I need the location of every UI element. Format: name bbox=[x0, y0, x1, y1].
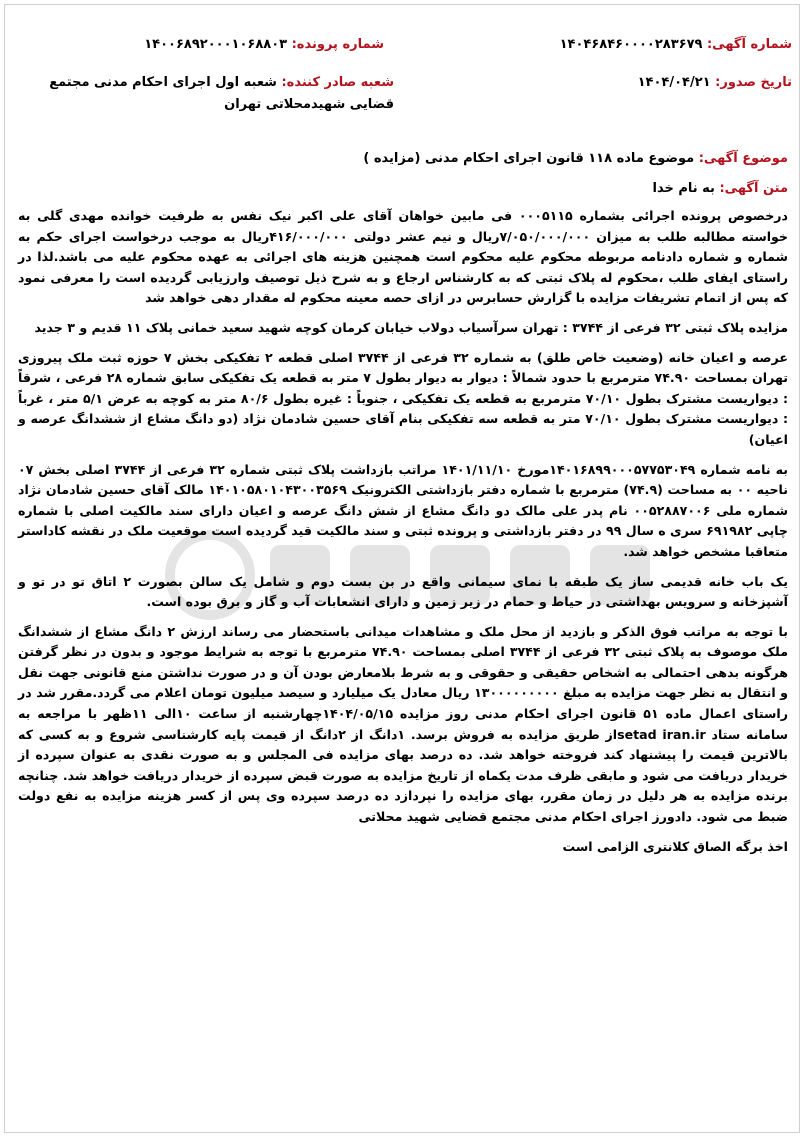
text-invocation: به نام خدا bbox=[652, 181, 715, 196]
file-number-label: شماره پرونده: bbox=[291, 37, 384, 52]
notice-header bbox=[14, 24, 792, 134]
issuer-label: شعبه صادر کننده: bbox=[281, 75, 394, 90]
notice-number-label: شماره آگهی: bbox=[706, 37, 792, 52]
paragraph-case-details: درخصوص پرونده اجرائی بشماره ۰۰۰۵۱۱۵ فی مابین خواهان آقای علی اکبر نیک نفس به طرفیت خوانده مهدی گلی به خواسته مطالبه طلب به میزان ۷/۰۵۰/۰۰۰/۰۰۰ریال و نیم عشر دولتی ۴۱۶/۰۰۰/۰۰۰ریال به موجب درخواست اجرای حکم به شماره و شماره دادنامه مربوطه محکوم علیه محکوم است همچنین هزینه های اجرائی به عهده محکوم علیه می باشد.لذا در راستای ایفای طلب ،محکوم له پلاک ثبتی که به کارشناس ارجاع و به شرح ذیل توصیف وارزیابی گردیده است را معرفی نمود که پس از اتمام تشریفات مزایده با گزارش حسابرس در ازای حصه معینه محکوم له مقدار دهی خواهد شد bbox=[18, 208, 788, 306]
paragraph-registration-seizure: به نامه شماره ۱۴۰۱۶۸۹۹۰۰۰۵۷۷۵۳۰۴۹مورخ ۱۴۰۱/۱۱/۱۰ مراتب بازداشت پلاک ثبتی شماره ۳۲ فرعی از ۳۷۴۴ اصلی بخش ۰۷ ناحیه ۰۰ به مساحت (۷۴.۹) مترمربع با شماره دفتر بازداشتی الکترونیک ۱۴۰۱۰۵۸۰۱۰۴۳۰۰۳۵۶۹ مالک آقای حسین شادمان نژاد شماره ملی ۰۰۵۲۸۸۷۰۰۶ نام پدر علی مالک دو دانگ مشاع از شش دانگ عرصه و اعیان دارای سند مالکیت اصلی با شماره چاپی ۶۹۱۹۸۲ سری ه سال ۹۹ در دفتر بازداشتی و پرونده ثبتی و سند مالکیت قید گردیده است موقعیت ملک در نقشه کاداستر متعاقبا مشخص خواهد شد. bbox=[18, 461, 789, 559]
notice-number-value: ۱۴۰۴۶۸۴۶۰۰۰۰۲۸۳۶۷۹ bbox=[559, 37, 703, 52]
notice-text-heading bbox=[18, 178, 788, 200]
text-label: متن آگهی: bbox=[719, 181, 788, 196]
issuer-value: شعبه اول اجرای احکام مدنی مجتمع قضایی شهیدمحلاتی تهران bbox=[49, 75, 394, 112]
issuer bbox=[14, 72, 394, 116]
issue-date-label: تاریخ صدور: bbox=[715, 75, 792, 90]
issue-date bbox=[412, 72, 792, 94]
paragraph-property-boundaries: عرصه و اعیان خانه (وضعیت خاص طلق) به شماره ۳۲ فرعی از ۳۷۴۴ اصلی قطعه ۲ تفکیکی بخش ۷ حوزه ثبت ملک پیروزی تهران بمساحت ۷۴.۹۰ مترمربع با حدود شمالاً : دیوار به دیوار بطول ۷ متر به قطعه یک تفکیکی سابق شماره ۲۸ فرعی ، شرقاً : دیواریست مشترک بطول ۷۰/۱۰ مترمربع به قطعه یک تفکیکی ، جنوباً : غیره بطول ۸۰/۶ متر به کوچه به عرض ۵/۱ متر ، غرباً : دیواریست مشترک بطول ۷۰/۱۰ متر به قطعه سه تفکیکی بنام آقای حسین شادمان نژاد (دو دانگ مشاع از ششدانگ عرصه و اعیان) bbox=[18, 349, 789, 447]
file-number-value: ۱۴۰۰۶۸۹۲۰۰۰۱۰۶۸۸۰۳ bbox=[144, 37, 288, 52]
paragraph-police-stamp: اخذ برگه الصاق کلانتری الزامی است bbox=[562, 838, 788, 854]
notice-number bbox=[412, 34, 792, 56]
paragraph-building-description: یک باب خانه قدیمی ساز یک طبقه با نمای سیمانی واقع در بن بست دوم و شامل یک سالن بصورت ۲ اتاق تو در تو و آشپزخانه و سرویس بهداشتی در حیاط و حمام در زیر زمین و دارای انشعابات آب و گاز و برق بوده است. bbox=[18, 573, 788, 610]
issue-date-value: ۱۴۰۴/۰۴/۲۱ bbox=[637, 75, 711, 90]
notice-subject bbox=[18, 148, 788, 170]
subject-value: موضوع ماده ۱۱۸ قانون اجرای احکام مدنی (مزایده ) bbox=[363, 151, 695, 166]
paragraph-property-address: مزایده پلاک ثبتی ۳۲ فرعی از ۳۷۴۴ : تهران سرآسیاب دولاب خیابان کرمان کوچه شهید سعید خمانی پلاک ۱۱ قدیم و ۳ جدید bbox=[34, 319, 788, 335]
paragraph-auction-terms: با توجه به مراتب فوق الذکر و بازدید از محل ملک و مشاهدات میدانی باستحضار می رساند ارزش ۲ دانگ مشاع از ششدانگ ملک موصوف به پلاک ثبتی ۳۲ فرعی از ۳۷۴۴ اصلی بمساحت ۷۴.۹۰ مترمربع با توجه به شرایط موجود و بدون در نظر گرفتن هرگونه بدهی احتمالی به اشخاص حقیقی و حقوقی و به شرط بلامعارض بودن آن و در صورت نداشتن منع قانونی جهت نقل و انتقال به نظر جهت مزایده به مبلغ ۱۳۰۰۰۰۰۰۰۰۰ ریال معادل یک میلیارد و سیصد میلیون تومان اعلام می گردد.مقرر شد در راستای اعمال ماده ۵۱ قانون اجرای احکام مدنی روز مزایده ۱۴۰۴/۰۵/۱۵چهارشنبه از ساعت ۱۰الی ۱۱ظهر با مراجعه به سامانه ستاد setad iran.irاز طریق مزایده به فروش برسد. ۱دانگ از ۲دانگ از قیمت پایه کارشناسی شروع و به کسی که بالاترین قیمت را پیشنهاد کند فروخته خواهد شد. ده درصد بهای مزایده فی المجلس و به صورت نقدی به عنوان سپرده از خریدار دریافت می شود و مابقی ظرف مدت یکماه از تاریخ مزایده به صورت قبض سپرده از خریدار دریافت خواهد شد. چنانچه برنده مزایده به هر دلیل در زمان مقرر، بهای مزایده را نپردازد ده درصد سپرده وی پس از کسر هزینه مزایده به نفع دولت ضبط می شود. دادورز اجرای احکام مدنی مجتمع قضایی شهید محلاتی bbox=[18, 623, 788, 825]
subject-label: موضوع آگهی: bbox=[698, 151, 788, 166]
notice-body bbox=[18, 206, 788, 866]
file-number bbox=[14, 34, 384, 56]
